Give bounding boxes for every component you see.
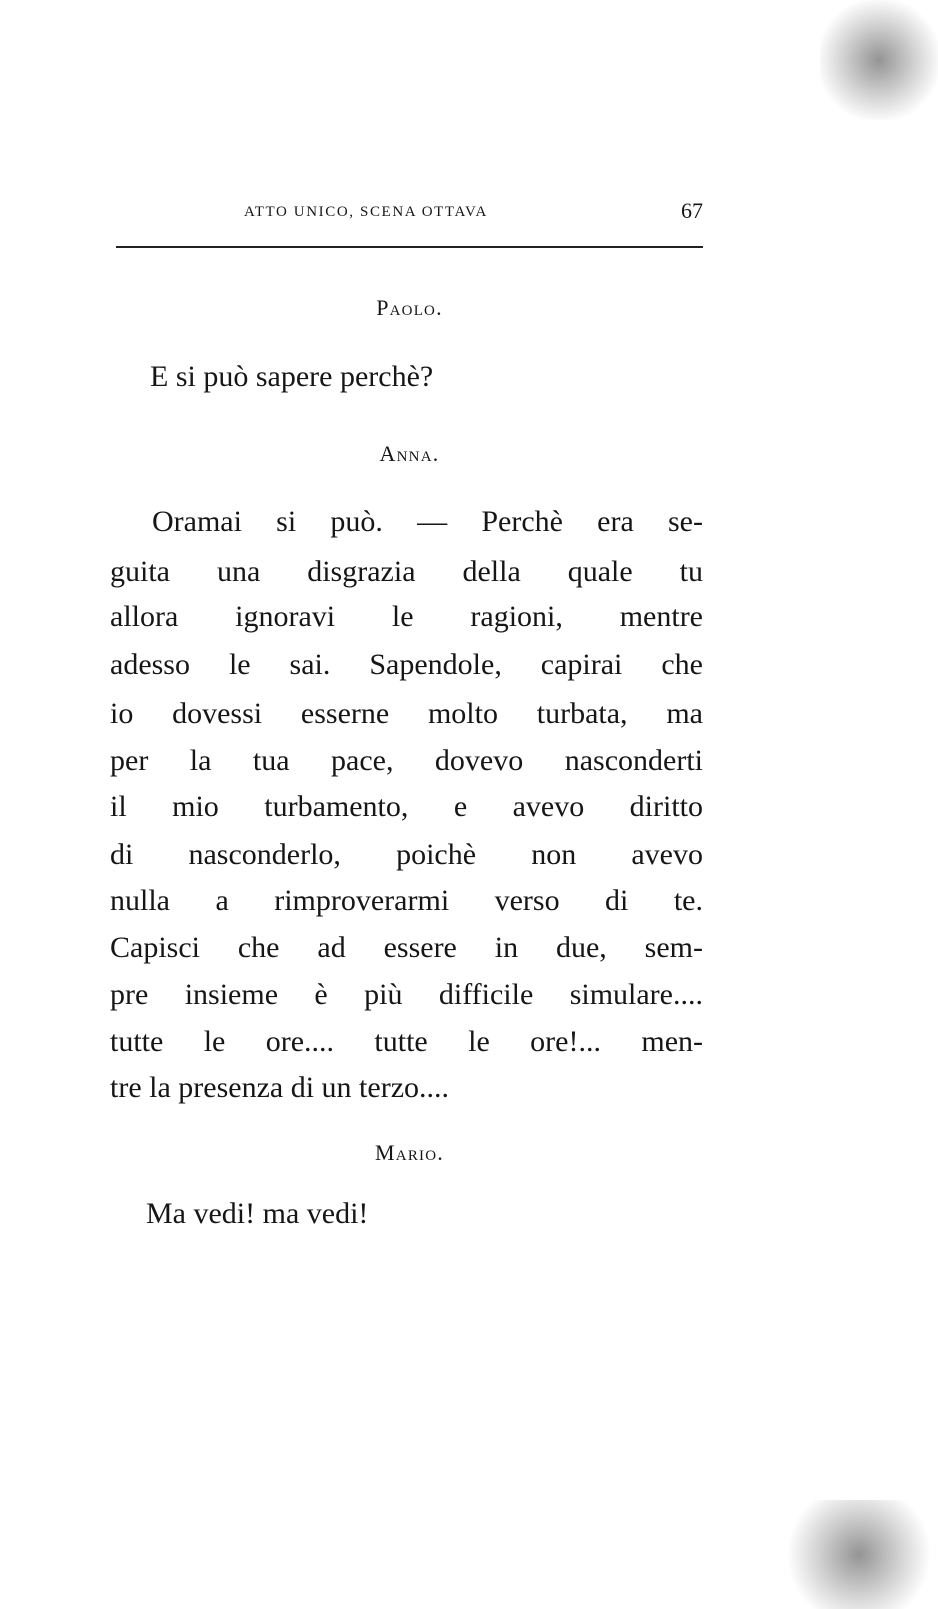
dialogue-line: adesso le sai. Sapendole, capirai che — [110, 648, 703, 681]
dialogue-line: Oramai si può. — Perchè era se- — [152, 505, 703, 538]
dialogue-line: pre insieme è più difficile simulare.... — [110, 978, 703, 1011]
dialogue-line: io dovessi esserne molto turbata, ma — [110, 697, 703, 730]
speaker-mario: Mario. — [375, 1140, 444, 1165]
dialogue-line: tutte le ore.... tutte le ore!... men- — [110, 1025, 703, 1058]
dialogue-line: allora ignoravi le ragioni, mentre — [110, 600, 703, 633]
dialogue-line: Ma vedi! ma vedi! — [146, 1197, 369, 1230]
speaker-anna: Anna. — [379, 441, 440, 466]
dialogue-line: tre la presenza di un terzo.... — [110, 1071, 450, 1104]
header-rule — [116, 246, 703, 248]
dialogue-line: guita una disgrazia della quale tu — [110, 555, 703, 588]
bottom-corner-speckle — [780, 1500, 938, 1609]
dialogue-line: il mio turbamento, e avevo diritto — [110, 790, 703, 823]
top-edge-speckle — [820, 0, 938, 120]
page-number: 67 — [681, 198, 703, 223]
speaker-paolo: Paolo. — [376, 295, 443, 320]
dialogue-line: Capisci che ad essere in due, sem- — [110, 931, 703, 964]
running-head — [116, 198, 703, 228]
dialogue-line: per la tua pace, dovevo nasconderti — [110, 744, 703, 777]
dialogue-line: E si può sapere perchè? — [150, 360, 434, 393]
running-title: ATTO UNICO, SCENA OTTAVA — [244, 204, 488, 220]
dialogue-line: nulla a rimproverarmi verso di te. — [110, 884, 703, 917]
dialogue-line: di nasconderlo, poichè non avevo — [110, 838, 703, 871]
